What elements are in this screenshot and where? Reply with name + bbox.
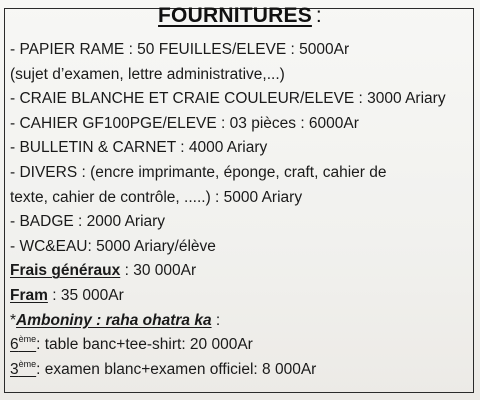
title-text: FOURNITURES [158, 4, 312, 27]
list-item-badge: - BADGE : 2000 Ariary [10, 213, 166, 231]
list-item-divers-cont: texte, cahier de contrôle, .....) : 5000 Ariary [10, 188, 303, 206]
list-item-divers: - DIVERS : (encre imprimante, éponge, craft, cahier de [10, 163, 387, 181]
supplies-list [10, 38, 472, 382]
sixieme-row [10, 333, 472, 358]
list-item-craie: - CRAIE BLANCHE ET CRAIE COULEUR/ELEVE : 3000 Ariary [10, 90, 446, 108]
list-item-bulletin: - BULLETIN & CARNET : 4000 Ariary [10, 139, 268, 157]
troisieme-grade [10, 358, 37, 378]
amboniny-row [10, 309, 472, 334]
amboniny-star: * [10, 311, 17, 329]
fram-row [10, 284, 472, 309]
fram-label: Fram [10, 286, 48, 304]
list-item-wc-eau: - WC&EAU: 5000 Ariary/élève [10, 237, 216, 255]
troisieme-text: : examen blanc+examen officiel: 8 000Ar [36, 360, 317, 378]
sixieme-text: : table banc+tee-shirt: 20 000Ar [36, 336, 253, 354]
frais-generaux-value: : 30 000Ar [120, 262, 197, 280]
amboniny-colon: : [211, 311, 221, 329]
frais-generaux-label: Frais généraux [10, 262, 121, 280]
troisieme-sup: ème [18, 358, 37, 369]
frais-generaux-row [10, 259, 472, 284]
troisieme-row [10, 358, 472, 383]
list-item-papier-rame-note: (sujet d’examen, lettre administrative,...) [10, 65, 285, 83]
sixieme-sup: ème [18, 334, 37, 345]
troisieme-num: 3 [10, 360, 19, 378]
fram-value: : 35 000Ar [47, 286, 124, 304]
amboniny-label: Amboniny : raha ohatra ka [16, 311, 212, 329]
page-title [0, 4, 480, 28]
list-item-cahier: - CAHIER GF100PGE/ELEVE : 03 pièces : 6000Ar [10, 114, 359, 132]
list-item-papier-rame: - PAPIER RAME : 50 FEUILLES/ELEVE : 5000Ar [10, 41, 350, 58]
sixieme-grade [10, 336, 36, 353]
sixieme-num: 6 [10, 336, 19, 354]
title-colon: : [315, 4, 322, 27]
